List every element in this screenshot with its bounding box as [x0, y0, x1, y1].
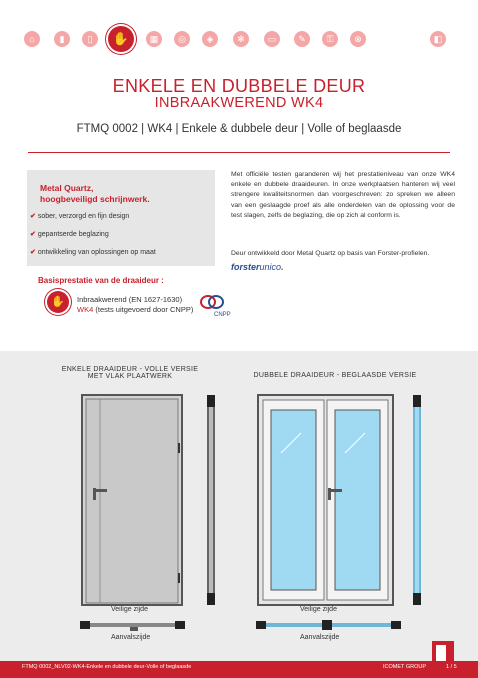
bullet-icon[interactable]: ◎ — [174, 31, 190, 47]
page-title: ENKELE EN DUBBELE DEUR — [112, 76, 366, 96]
left-title-line1: ENKELE DRAAIDEUR - VOLLE VERSIE — [61, 366, 199, 373]
left-safe-side-label: Veilige zijde — [111, 606, 148, 613]
forster-logo-part1: forster — [231, 262, 260, 272]
burglar-badge-icon: ✋ — [47, 291, 69, 313]
tools-icon[interactable]: ✎ — [294, 31, 310, 47]
forster-note: Deur ontwikkeld door Metal Quartz op basis van Forster-profielen. — [231, 250, 430, 257]
left-diagram-title — [40, 366, 220, 380]
feature-item — [30, 212, 129, 220]
door-frame-icon[interactable]: ◧ — [430, 31, 446, 47]
door-logo-icon — [430, 639, 456, 661]
check-icon: ✔ — [30, 213, 36, 220]
window-icon[interactable]: ▦ — [146, 31, 162, 47]
forster-logo-part2: unico — [259, 262, 282, 272]
left-plan-section — [80, 618, 190, 632]
check-icon: ✔ — [30, 249, 36, 256]
truck-icon[interactable]: ▭ — [264, 31, 280, 47]
right-diagram-title: DUBBELE DRAAIDEUR - BEGLAASDE VERSIE — [253, 372, 417, 379]
feature-text: ontwikkeling van oplossingen op maat — [37, 249, 156, 256]
single-door-drawing — [80, 393, 220, 608]
footer-document-code: FTMQ 0002_NLV02-WK4-Enkele en dubbele deur-Volle of beglaasde — [22, 664, 192, 670]
category-icon-row — [24, 31, 464, 53]
right-plan-section — [256, 618, 401, 632]
cnpp-label: CNPP — [214, 312, 231, 318]
forster-logo-dot: . — [281, 262, 284, 272]
feature-text: gepantserde beglazing — [37, 231, 109, 238]
left-title-line2: MET VLAK PLAATWERK — [87, 373, 173, 380]
double-door-drawing — [256, 393, 426, 608]
bolt-icon[interactable]: ⊗ — [350, 31, 366, 47]
wk-class: WK4 — [77, 305, 94, 314]
intro-paragraph: Met officiële testen garanderen wij het prestatieniveau van onze WK4 enkele en dubbele draaideuren. In onze werkplaatsen hanteren wij veel strengere kwaliteitsnormen dan voorgeschreven: zo spreken we alleen van een geslaagde proef als alle onderdelen van de oplossing voor de test slagen, zelfs de beglazing, die op zich al conform is. — [231, 171, 455, 219]
forster-logo — [231, 262, 284, 272]
page-subtitle: FTMQ 0002 | WK4 | Enkele & dubbele deur | Volle of beglaasde — [76, 123, 402, 135]
fire-door-icon[interactable]: ▮ — [54, 31, 70, 47]
feature-text: sober, verzorgd en fijn design — [37, 213, 130, 220]
footer-page-number: 1 / 5 — [446, 664, 457, 670]
cnpp-logo-icon — [196, 292, 232, 318]
basis-title: Basisprestatie van de draaideur : — [38, 276, 164, 285]
page-title-line2: INBRAAKWEREND WK4 — [154, 95, 324, 111]
feature-item — [30, 248, 156, 256]
burglar-icon[interactable]: ✋ — [108, 26, 134, 52]
basis-wk-line — [77, 305, 193, 314]
basis-standard: Inbraakwerend (EN 1627-1630) — [77, 295, 183, 304]
left-attack-side-label: Aanvalszijde — [111, 634, 151, 641]
plan-icon[interactable]: ⌂ — [24, 31, 40, 47]
features-title-line2: hoogbeveiligd schrijnwerk. — [40, 194, 150, 204]
cnpp-note: (tests uitgevoerd door CNPP) — [95, 305, 194, 314]
right-safe-side-label: Veilige zijde — [300, 606, 337, 613]
shield-icon[interactable]: ◈ — [202, 31, 218, 47]
feature-item — [30, 230, 109, 238]
features-title-line1: Metal Quartz, — [40, 183, 94, 193]
features-title — [40, 183, 205, 205]
title-divider — [28, 152, 450, 153]
footer-company: ICOMET GROUP — [383, 664, 426, 670]
double-door-icon[interactable]: ▯ — [82, 31, 98, 47]
check-icon: ✔ — [30, 231, 36, 238]
key-icon[interactable]: ⚿ — [322, 31, 338, 47]
snow-icon[interactable]: ✻ — [233, 31, 249, 47]
right-attack-side-label: Aanvalszijde — [300, 634, 340, 641]
